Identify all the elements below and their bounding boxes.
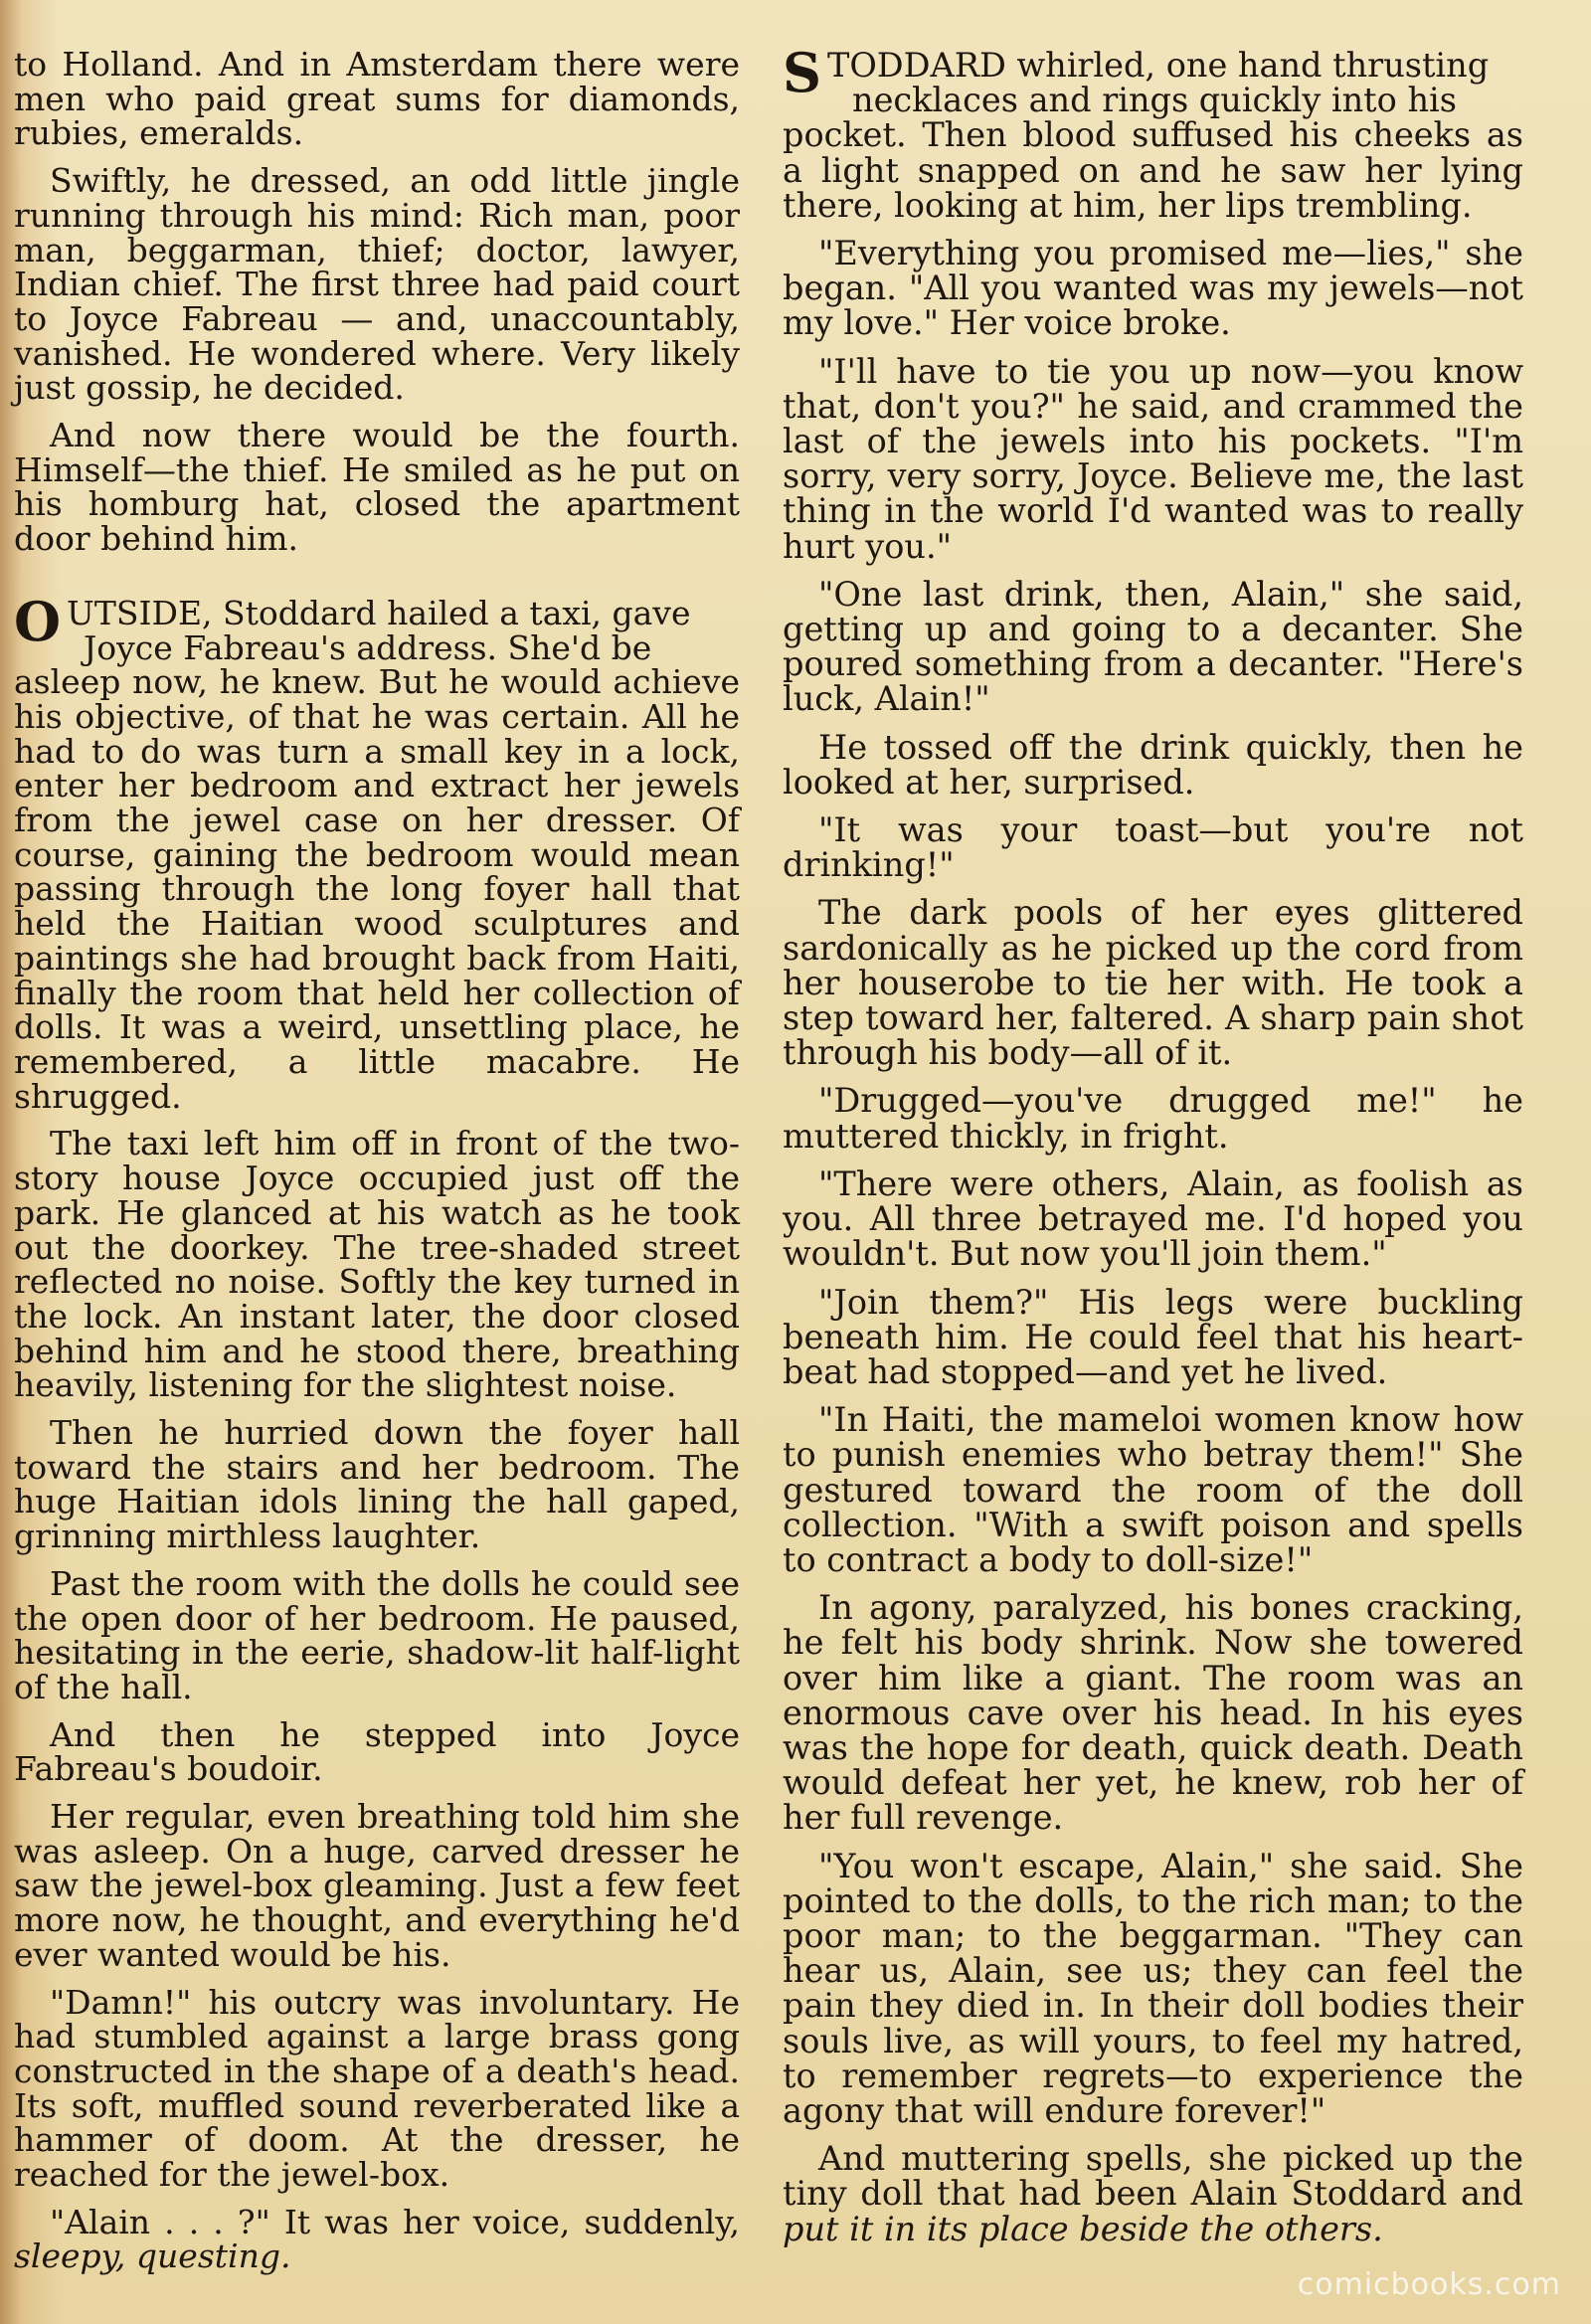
paragraph: to Holland. And in Amsterdam there were men who paid great sums for diamonds, rubies, emeralds. xyxy=(14,45,740,153)
paragraph: Swiftly, he dressed, an odd little jingle running through his mind: Rich man, poor man, beggarman, thief; doctor, lawyer, Indian chief. The first three had paid court to Joyce Fabreau — and, unaccountably, vanished. He wondered where. Very likely just gossip, he decided. xyxy=(14,161,740,408)
paragraph: And then he stepped into Joyce Fabreau's boudoir. xyxy=(14,1714,740,1789)
paragraph-text: "Alain . . . ?" It was her voice, suddenly, xyxy=(50,2202,740,2241)
right-text-column xyxy=(783,41,1523,2259)
paragraph: "Drugged—you've drugged me!" he muttered thickly, in fright. xyxy=(783,1081,1523,1156)
italic-text: sleepy, questing. xyxy=(14,2236,291,2276)
paragraph: "Damn!" his outcry was involuntary. He had stumbled against a large brass gong constructed in the shape of a death's head. Its soft, muffled sound reverberated like a hammer of doom. At the dresser, he reached for the jewel-box. xyxy=(14,1982,740,2195)
paragraph: "One last drink, then, Alain," she said, getting up and going to a decanter. She poured something from a decanter. "Here's luck, Alain!" xyxy=(783,574,1523,719)
paragraph: "It was your toast—but you're not drinking!" xyxy=(783,810,1523,885)
dropcap: O xyxy=(14,589,62,653)
dropcap-lead-text: UTSIDE, Stoddard hailed a taxi, gave xyxy=(67,593,691,632)
paragraph: "There were others, Alain, as foolish as you. All three betrayed me. I'd hoped you wouldn't. But now you'll join them." xyxy=(783,1163,1523,1274)
paragraph-text: And muttering spells, she picked up the tiny doll that had been Alain Stoddard and xyxy=(783,2139,1523,2214)
paragraph: He tossed off the drink quickly, then he looked at her, surprised. xyxy=(783,727,1523,802)
dropcap: S xyxy=(783,41,821,104)
italic-text: put it in its place beside the others. xyxy=(783,2209,1383,2248)
paragraph-rest: asleep now, he knew. But he would achieve his objective, of that he was certain. All he had to do was turn a small key in a lock, enter her bedroom and extract her jewels from the jewel case on her dresser. Of course, gaining the bedroom would mean passing through the long foyer hall that held the Haitian wood sculptures and paintings she had brought back from Haiti, finally the room that held her collection of dolls. It was a weird, unsettling place, he remembered, a little macabre. He shrugged. xyxy=(14,662,740,1116)
watermark: comicbooks.com xyxy=(1297,2267,1561,2302)
paragraph-rest: pocket. Then blood suffused his cheeks as a light snapped on and he saw her lying there, looking at him, her lips trembling. xyxy=(783,115,1523,225)
paragraph: Then he hurried down the foyer hall toward the stairs and her bedroom. The huge Haitian idols lining the hall gaped, grinning mirthless laughter. xyxy=(14,1413,740,1556)
dropcap-lead-text: TODDARD whirled, one hand thrusting xyxy=(827,46,1490,85)
paragraph: "You won't escape, Alain," she said. She pointed to the dolls, to the rich man; to the poor man; to the beggarman. "They can hear us, Alain, see us; they can feel the pain they died in. In their doll bodies their souls live, as will yours, to feel my hatred, to remember regrets—to experience the agony that will endure forever!" xyxy=(783,1846,1523,2130)
paragraph: In agony, paralyzed, his bones cracking, he felt his body shrink. Now she towered over him like a giant. The room was an enormous cave over his head. In his eyes was the hope for death, quick death. Death would defeat her yet, he knew, rob her of her full revenge. xyxy=(783,1588,1523,1838)
paragraph: "Join them?" His legs were buckling beneath him. He could feel that his heart-beat had stopped—and yet he lived. xyxy=(783,1282,1523,1391)
paragraph-with-dropcap xyxy=(783,41,1523,225)
paragraph-with-dropcap xyxy=(14,589,740,1116)
paragraph xyxy=(14,2202,740,2276)
paragraph: "Everything you promised me—lies," she began. "All you wanted was my jewels—not my love." Her voice broke. xyxy=(783,234,1523,343)
dropcap-hang-text: necklaces and rings quickly into his xyxy=(852,81,1457,120)
left-text-column xyxy=(14,45,740,2287)
paragraph: "In Haiti, the mameloi women know how to punish enemies who betray them!" She gestured toward the room of the doll collection. "With a swift poison and spells to contract a body to doll-size!" xyxy=(783,1400,1523,1579)
paragraph: The dark pools of her eyes glittered sardonically as he picked up the cord from her houserobe to tie her with. He took a step toward her, faltered. A sharp pain shot through his body—all of it. xyxy=(783,893,1523,1073)
dropcap-hang-text: Joyce Fabreau's address. She'd be xyxy=(84,627,652,667)
paragraph: Past the room with the dolls he could see the open door of her bedroom. He paused, hesitating in the eerie, shadow-lit half-light of the hall. xyxy=(14,1563,740,1706)
paragraph: Her regular, even breathing told him she was asleep. On a huge, carved dresser he saw the jewel-box gleaming. Just a few feet more now, he thought, and everything he'd ever wanted would be his. xyxy=(14,1797,740,1974)
paragraph: "I'll have to tie you up now—you know that, don't you?" he said, and crammed the last of the jewels into his pockets. "I'm sorry, very sorry, Joyce. Believe me, the last thing in the world I'd wanted was to really hurt you." xyxy=(783,351,1523,566)
paragraph xyxy=(783,2141,1523,2246)
paragraph: And now there would be the fourth. Himself—the thief. He smiled as he put on his homburg hat, closed the apartment door behind him. xyxy=(14,416,740,559)
paragraph: The taxi left him off in front of the two-story house Joyce occupied just off the park. He glanced at his watch as he took out the doorkey. The tree-shaded street reflected no noise. Softly the key turned in the lock. An instant later, the door closed behind him and he stood there, breathing heavily, listening for the slightest noise. xyxy=(14,1124,740,1405)
